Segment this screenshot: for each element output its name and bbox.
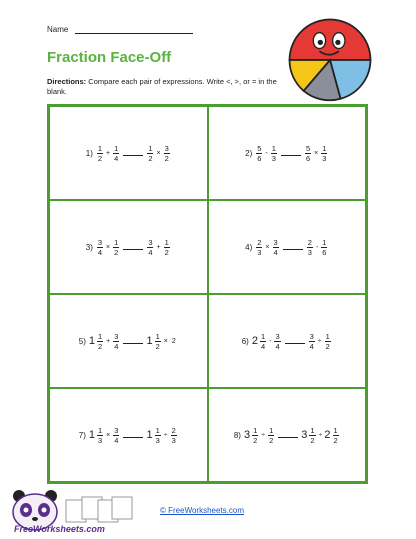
denominator: 2 [164,153,169,163]
directions-text: Compare each pair of expressions. Write <, >, or = in the blank. [47,77,277,96]
directions-label: Directions: [47,77,87,86]
numerator: 2 [307,237,312,247]
denominator: 4 [260,341,266,351]
whole-number: 3 [301,429,308,441]
fraction [113,144,119,163]
fraction [97,144,103,163]
problem-cell [208,294,367,388]
denominator: 2 [333,435,338,445]
fraction-face-logo [286,16,374,104]
answer-blank[interactable] [123,343,143,344]
denominator: 2 [269,435,274,445]
fraction [113,332,119,351]
numerator: 1 [322,143,327,153]
operator: × [106,243,111,251]
operator: - [315,243,319,251]
numerator: 2 [171,425,176,435]
numerator: 1 [322,237,327,247]
problem-number: 2) [245,148,253,158]
fraction [164,144,170,163]
numerator: 3 [97,237,103,247]
fraction [271,144,277,163]
numerator: 1 [97,143,103,153]
denominator: 2 [148,153,153,163]
numerator: 3 [309,331,314,341]
problem-number: 7) [78,430,86,440]
fraction [113,426,119,445]
operator: - [265,149,268,157]
whole-number: 2 [251,335,258,347]
numerator: 2 [257,237,262,247]
fraction [309,426,315,445]
fraction [325,332,331,351]
denominator: 2 [310,435,315,445]
name-label: Name [47,25,69,34]
fraction [274,332,280,351]
fraction [113,238,119,257]
fraction [155,426,161,445]
expression [79,426,178,445]
denominator: 2 [114,247,119,257]
operator: ÷ [261,431,266,439]
denominator: 6 [322,247,327,257]
answer-blank[interactable] [281,155,301,156]
numerator: 1 [164,237,169,247]
fraction [252,426,258,445]
fraction [155,332,161,351]
problem-number: 5) [78,336,86,346]
fraction [321,144,327,163]
numerator: 1 [271,143,276,153]
problem-cell [49,200,208,294]
denominator: 3 [257,247,262,257]
page-title: Fraction Face-Off [47,49,172,66]
denominator: 4 [114,435,119,445]
fraction [256,144,262,163]
name-line[interactable] [75,33,193,34]
fraction [97,426,103,445]
operator: + [106,337,111,345]
footer-link[interactable]: © FreeWorksheets.com [160,506,244,515]
fraction [305,144,311,163]
numerator: 3 [164,143,169,153]
operator: + [106,149,111,157]
expression [242,332,332,351]
fraction [97,238,103,257]
operator: × [314,149,319,157]
fraction [309,332,315,351]
numerator: 1 [155,331,160,341]
numerator: 3 [148,237,153,247]
fraction [333,426,339,445]
answer-blank[interactable] [283,249,303,250]
operator: + [156,243,161,251]
numerator: 1 [98,331,103,341]
fraction [268,426,274,445]
denominator: 3 [271,153,276,163]
denominator: 3 [322,153,327,163]
numerator: 1 [155,425,160,435]
denominator: 4 [148,247,153,257]
directions [47,77,282,97]
numerator: 3 [273,237,278,247]
problem-cell [208,106,367,200]
operator: × [265,243,270,251]
denominator: 6 [257,153,262,163]
numerator: 1 [114,237,119,247]
fraction [171,426,177,445]
denominator: 2 [164,247,169,257]
fraction [260,332,266,351]
whole-number: 2 [171,337,176,345]
numerator: 3 [114,331,119,341]
whole-number: 3 [243,429,251,441]
problem-number: 1) [85,148,93,158]
denominator: 3 [171,435,176,445]
answer-blank[interactable] [278,437,298,438]
problem-grid [47,104,368,484]
fraction [321,238,327,257]
whole-number: 2 [324,429,331,441]
denominator: 2 [97,153,103,163]
denominator: 4 [309,341,314,351]
denominator: 2 [155,341,160,351]
numerator: 1 [114,143,119,153]
operator: - [269,337,272,345]
numerator: 1 [269,425,274,435]
denominator: 2 [325,341,330,351]
denominator: 4 [97,247,103,257]
fraction [307,238,313,257]
answer-blank[interactable] [285,343,305,344]
numerator: 1 [325,331,330,341]
operator: ÷ [318,431,323,439]
brand-name: FreeWorksheets.com [14,524,105,534]
numerator: 1 [310,425,315,435]
problem-number: 4) [245,242,253,252]
problem-number: 6) [241,336,249,346]
whole-number: 1 [88,335,95,347]
denominator: 3 [98,435,103,445]
expression [245,238,328,257]
problem-number: 8) [233,430,241,440]
expression [234,426,340,445]
denominator: 6 [305,153,311,163]
fraction [164,238,170,257]
expression [86,238,171,257]
expression [245,144,328,163]
denominator: 3 [155,435,160,445]
problem-cell [208,200,367,294]
operator: × [163,337,168,345]
fraction [273,238,279,257]
denominator: 2 [98,341,103,351]
answer-blank[interactable] [123,437,143,438]
expression [79,332,178,351]
numerator: 1 [333,425,338,435]
numerator: 1 [148,143,153,153]
expression [86,144,171,163]
problem-cell [49,388,208,482]
whole-number: 1 [146,429,153,441]
operator: ÷ [317,337,322,345]
denominator: 4 [114,153,119,163]
answer-blank[interactable] [123,155,143,156]
fraction [147,144,153,163]
whole-number: 1 [146,335,153,347]
problem-number: 3) [85,242,93,252]
fraction [256,238,262,257]
fraction [97,332,103,351]
problem-cell [49,106,208,200]
numerator: 5 [257,143,262,153]
denominator: 4 [273,247,278,257]
numerator: 1 [253,425,258,435]
operator: ÷ [163,431,168,439]
operator: × [156,149,161,157]
problem-cell [49,294,208,388]
denominator: 4 [275,341,280,351]
numerator: 1 [260,331,266,341]
fraction [147,238,153,257]
numerator: 3 [114,425,119,435]
problem-cell [208,388,367,482]
operator: × [106,431,111,439]
denominator: 2 [253,435,258,445]
answer-blank[interactable] [123,249,143,250]
numerator: 5 [305,143,311,153]
denominator: 4 [114,341,119,351]
numerator: 1 [98,425,103,435]
denominator: 3 [307,247,312,257]
worksheet-stack-icon [64,494,134,524]
numerator: 3 [275,331,280,341]
whole-number: 1 [88,429,95,441]
